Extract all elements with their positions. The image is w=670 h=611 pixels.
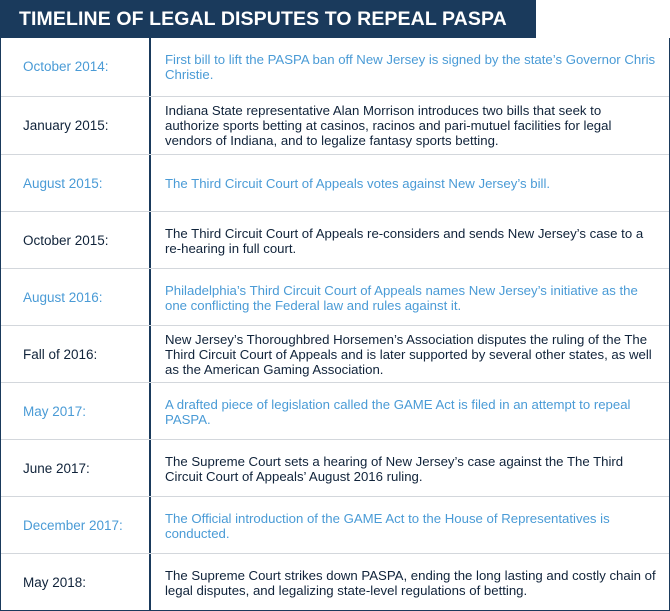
- row-date: August 2016:: [23, 290, 103, 305]
- row-description: The Third Circuit Court of Appeals re-considers and sends New Jersey’s case to a re-hearing in full court.: [165, 225, 644, 256]
- table-row: [1, 38, 669, 95]
- row-date: May 2018:: [23, 575, 87, 590]
- table-row: [1, 211, 669, 269]
- page-title: TIMELINE OF LEGAL DISPUTES TO REPEAL PASPA: [0, 0, 536, 38]
- row-description: Indiana State representative Alan Morrison introduces two bills that seek to authorize sports betting at casinos, racinos and pari-mutuel facilities for legal vendors of Indiana, and to legalize fantasy sports betting.: [165, 103, 612, 148]
- row-date: May 2017:: [23, 404, 87, 419]
- row-description: First bill to lift the PASPA ban off New Jersey is signed by the state’s Governor Chris Christie.: [165, 51, 656, 82]
- row-date: October 2015:: [23, 233, 109, 248]
- table-row: [1, 325, 669, 383]
- row-date: Fall of 2016:: [23, 347, 98, 362]
- row-description: The Supreme Court strikes down PASPA, ending the long lasting and costly chain of legal disputes, and legalizing state-level regulations of betting.: [165, 567, 656, 598]
- timeline-table: [0, 38, 670, 611]
- table-row: [1, 439, 669, 497]
- table-row: [1, 382, 669, 440]
- row-date: August 2015:: [23, 176, 103, 191]
- row-description: New Jersey’s Thoroughbred Horsemen’s Association disputes the ruling of the The Third Circuit Court of Appeals and is later supported by several other states, as well as the American Gaming Association.: [165, 332, 652, 377]
- row-description: The Third Circuit Court of Appeals votes against New Jersey’s bill.: [165, 176, 551, 191]
- row-description: The Supreme Court sets a hearing of New Jersey’s case against the The Third Circuit Court of Appeals’ August 2016 ruling.: [165, 453, 624, 484]
- row-date: June 2017:: [23, 461, 90, 476]
- table-row: [1, 96, 669, 154]
- table-row: [1, 496, 669, 554]
- row-description: The Official introduction of the GAME Act to the House of Representatives is conducted.: [165, 510, 610, 541]
- table-row: [1, 154, 669, 212]
- row-description: Philadelphia’s Third Circuit Court of Appeals names New Jersey’s initiative as the one conflicting the Federal law and rules against it.: [165, 282, 638, 313]
- row-date: October 2014:: [23, 59, 109, 74]
- table-row: [1, 268, 669, 326]
- row-date: December 2017:: [23, 518, 123, 533]
- row-date: January 2015:: [23, 118, 109, 133]
- table-row: [1, 553, 669, 611]
- row-description: A drafted piece of legislation called the GAME Act is filed in an attempt to repeal PASPA.: [165, 396, 631, 427]
